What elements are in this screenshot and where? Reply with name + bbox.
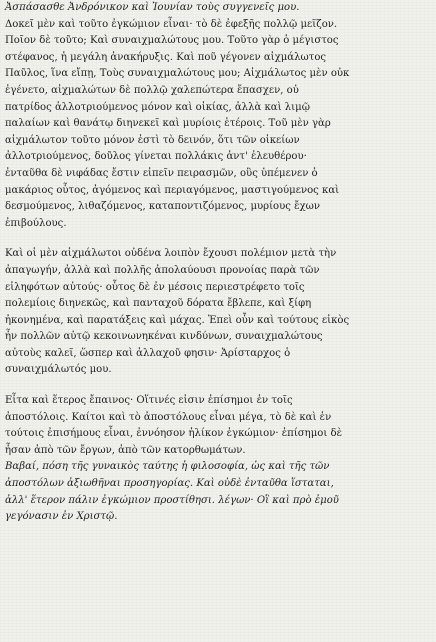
text-line: συναιχμάλωτός μου.	[5, 364, 112, 376]
text-line: ἀλλ' ἕτερον πάλιν ἐγκώμιον προστίθησι. λέγων· Οἳ καὶ πρὸ ἐμοῦ	[5, 494, 339, 506]
text-line: μακάριος οὗτος, ἀγόμενος καὶ περιαγόμενος, μαστιγούμενος καὶ	[5, 184, 340, 196]
text-line: εἰληφότων αὐτούς· οὗτος δὲ ἐν μέσοις περιεστρέφετο τοῖς	[5, 281, 305, 293]
paragraph-spacer	[5, 379, 430, 393]
text-line: Καὶ οἱ μὲν αἰχμάλωτοι οὐδένα λοιπὸν ἔχουσι πολέμιον μετὰ τὴν	[5, 248, 337, 260]
text-line: αὐτοὺς καλεῖ, ὥσπερ καὶ ἀλλαχοῦ φησιν· Ἀρίσταρχος ὁ	[5, 347, 291, 359]
text-line: Παῦλος, ἵνα εἴπῃ, Τοὺς συναιχμαλώτους μου; Αἰχμάλωτος μὲν οὐκ	[5, 68, 350, 80]
text-line: Ποῖον δὲ τοῦτο; Καὶ συναιχμαλώτους μου. Τοῦτο γὰρ ὁ μέγιστος	[5, 35, 339, 47]
paragraph-1	[5, 0, 430, 232]
paragraph-spacer	[5, 232, 430, 246]
text-line: ἠκονημένα, καὶ παρατάξεις καὶ μάχας. Ἐπεὶ οὖν καὶ τούτους εἰκὸς	[5, 314, 350, 326]
text-line: ἦσαν ἀπὸ τῶν ἔργων, ἀπὸ τῶν κατορθωμάτων.	[5, 444, 246, 456]
text-line: αἰχμάλωτον τοῦτο μόνον ἐστὶ τὸ δεινόν, ὅτι τῶν οἰκείων	[5, 134, 300, 146]
text-line: ἀποστόλοις. Καίτοι καὶ τὸ ἀποστόλους εἶναι μέγα, τὸ δὲ καὶ ἐν	[5, 411, 332, 423]
text-line: παλαίων καὶ θανάτῳ διηνεκεῖ καὶ μυρίοις ἑτέροις. Τοῦ μὲν γὰρ	[5, 118, 331, 130]
text-line: ἐνταῦθα δὲ νιφάδας ἔστιν εἰπεῖν πειρασμῶν, οὓς ὑπέμενεν ὁ	[5, 167, 318, 179]
text-line: ἐγένετο, αἰχμαλώτων δὲ πολλῷ χαλεπώτερα ἔπασχεν, οὐ	[5, 84, 299, 96]
text-line: γεγόνασιν ἐν Χριστῷ.	[5, 511, 118, 523]
text-line: ἀποστόλων ἀξιωθῆναι προσηγορίας. Καὶ οὐδὲ ἐνταῦθα ἵσταται,	[5, 478, 334, 490]
text-line: πολεμίοις διηνεκῶς, καὶ πανταχοῦ δόρατα ἔβλεπε, καὶ ξίφη	[5, 298, 312, 310]
text-line: δεσμούμενος, λιθαζόμενος, καταποντιζόμενος, μυρίους ἔχων	[5, 201, 321, 213]
paragraph-3	[5, 393, 430, 526]
text-line: ἀπαγωγήν, ἀλλὰ καὶ πολλῆς ἀπολαύουσι προνοίας παρὰ τῶν	[5, 264, 320, 276]
paragraph-2	[5, 246, 430, 379]
text-line: Εἶτα καὶ ἕτερος ἔπαινος· Οἵτινές εἰσιν ἐπίσημοι ἐν τοῖς	[5, 395, 293, 407]
text-line: πατρίδος ἀλλοτριούμενος μόνον καὶ οἰκίας, ἀλλὰ καὶ λιμῷ	[5, 101, 310, 113]
text-line: Δοκεῖ μὲν καὶ τοῦτο ἐγκώμιον εἶναι· τὸ δὲ ἐφεξῆς πολλῷ μεῖζον.	[5, 18, 338, 30]
text-line: ἀλλοτριούμενος, δοῦλος γίνεται πολλάκις ἀντ' ἐλευθέρου·	[5, 151, 307, 163]
text-line: στέφανος, ἡ μεγάλη ἀνακήρυξις. Καὶ ποῦ γέγονεν αἰχμάλωτος	[5, 51, 327, 63]
text-line: Ἀσπάσασθε Ἀνδρόνικον καὶ Ἰουνίαν τοὺς συγγενεῖς μου.	[5, 2, 300, 13]
text-line: ἦν πολλῶν αὐτῷ κεκοινωνηκέναι κινδύνων, συναιχμαλώτους	[5, 331, 323, 343]
text-line: ἐπιβούλους.	[5, 217, 67, 229]
text-line: Βαβαί, πόση τῆς γυναικὸς ταύτης ἡ φιλοσοφία, ὡς καὶ τῆς τῶν	[5, 461, 330, 473]
text-line: τούτοις ἐπισήμους εἶναι, ἐννόησον ἡλίκον ἐγκώμιον· ἐπίσημοι δὲ	[5, 428, 343, 440]
